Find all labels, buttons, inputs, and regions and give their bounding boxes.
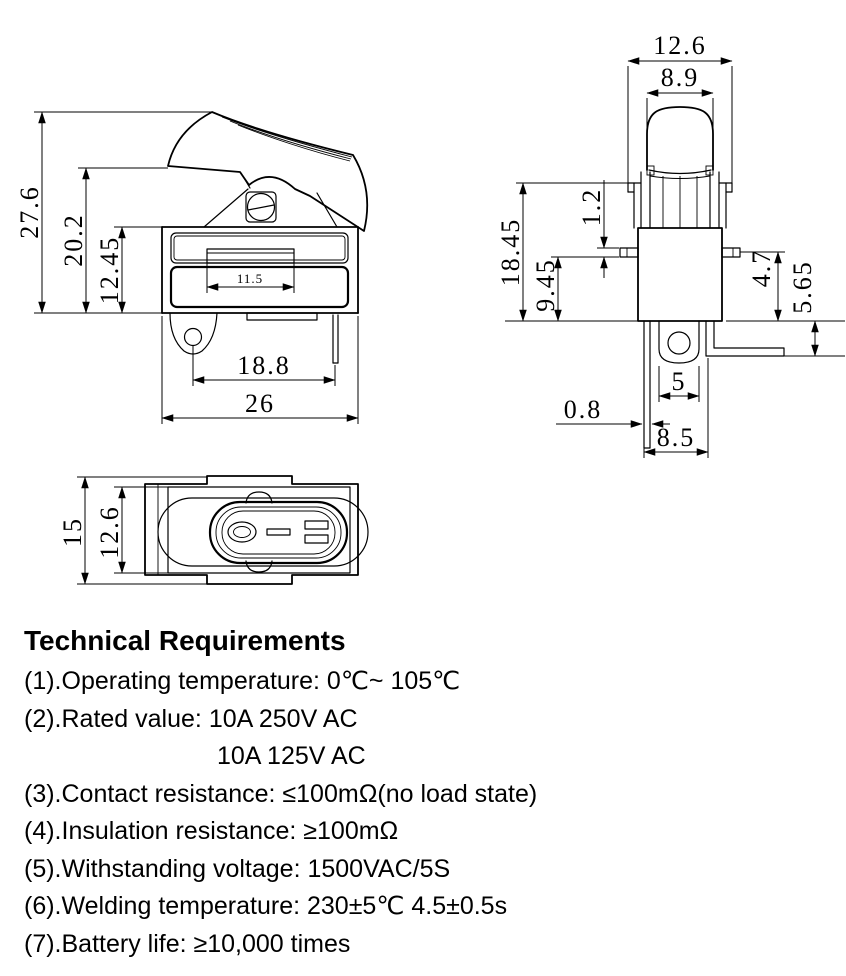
dim-label-lug-width: 5 — [671, 367, 687, 396]
dim-label-overall-height: 27.6 — [15, 185, 44, 239]
tech-req-item-4: (4).Insulation resistance: ≥100mΩ — [24, 817, 399, 845]
tech-req-item-5: (5).Withstanding voltage: 1500VAC/5S — [24, 854, 451, 883]
lug-hole — [668, 332, 690, 354]
bottom-inner-frame — [168, 487, 350, 573]
dim-label-inner-width: 12.6 — [95, 505, 124, 559]
tech-req-item-2b: 10A 125V AC — [217, 742, 366, 770]
dim-label-body-width: 26 — [245, 389, 275, 418]
dim-label-rocker-width: 8.9 — [660, 63, 700, 92]
dim-label-tab-to-bottom: 9.45 — [531, 258, 560, 312]
dim-label-pin-thickness: 0.8 — [563, 395, 603, 424]
side-view — [496, 31, 845, 458]
front-pivot-screw — [246, 192, 276, 222]
side-tab-right — [722, 248, 740, 257]
dim-label-tab-thickness: 1.2 — [577, 187, 606, 227]
front-view — [15, 112, 367, 424]
side-bent-terminal — [706, 321, 784, 356]
dim-label-pin-to-lug: 8.5 — [656, 423, 696, 452]
dim-label-flange-to-bottom: 18.45 — [496, 217, 525, 287]
bar-mark-bottom — [305, 535, 328, 543]
dim-label-bezel-width: 12.6 — [653, 31, 707, 60]
side-rocker-dome — [647, 107, 713, 175]
tech-req-item-7: (7).Battery life: ≥10,000 times — [24, 929, 351, 958]
mounting-hole — [185, 329, 202, 346]
indicator-oval — [228, 522, 256, 542]
dash-mark — [267, 529, 290, 535]
tech-req-item-2: (2).Rated value: 10A 250V AC — [24, 704, 358, 733]
side-terminal-pin — [644, 321, 650, 448]
bottom-view — [58, 476, 368, 584]
bottom-rocker — [158, 492, 368, 572]
tech-req-item-3: (3).Contact resistance: ≤100mΩ(no load state) — [24, 779, 538, 808]
bottom-dimensions — [58, 477, 207, 584]
dim-label-terminal-offset: 5.65 — [788, 260, 817, 314]
dim-label-body-height: 12.45 — [95, 235, 124, 305]
side-tab-left — [620, 248, 638, 257]
technical-requirements-title: Technical Requirements — [24, 625, 346, 656]
side-dimensions — [496, 31, 845, 458]
tech-req-item-1: (1).Operating temperature: 0℃~ 105℃ — [24, 667, 461, 695]
upper-panel — [171, 233, 348, 263]
dim-label-outer-width: 15 — [58, 517, 87, 547]
side-body — [620, 228, 740, 321]
dim-label-rocker-to-base: 20.2 — [59, 213, 88, 267]
technical-requirements — [24, 624, 814, 963]
front-terminal-pin — [333, 315, 338, 363]
front-rocker-button — [168, 112, 367, 231]
window-slot — [207, 249, 294, 263]
bottom-housing — [145, 476, 358, 584]
dim-label-hole-to-pin: 18.8 — [237, 351, 291, 380]
side-actuator — [650, 172, 710, 228]
dim-label-body-to-terminal: 4.7 — [747, 248, 776, 288]
screw-slot — [248, 205, 274, 210]
tech-req-item-6: (6).Welding temperature: 230±5℃ 4.5±0.5s — [24, 892, 508, 920]
dim-label-window-width: 11.5 — [236, 271, 264, 286]
side-mounting-lug — [659, 321, 699, 363]
upper-panel-inner — [174, 236, 345, 260]
bar-mark-top — [305, 521, 328, 529]
bottom-boss — [247, 313, 317, 320]
